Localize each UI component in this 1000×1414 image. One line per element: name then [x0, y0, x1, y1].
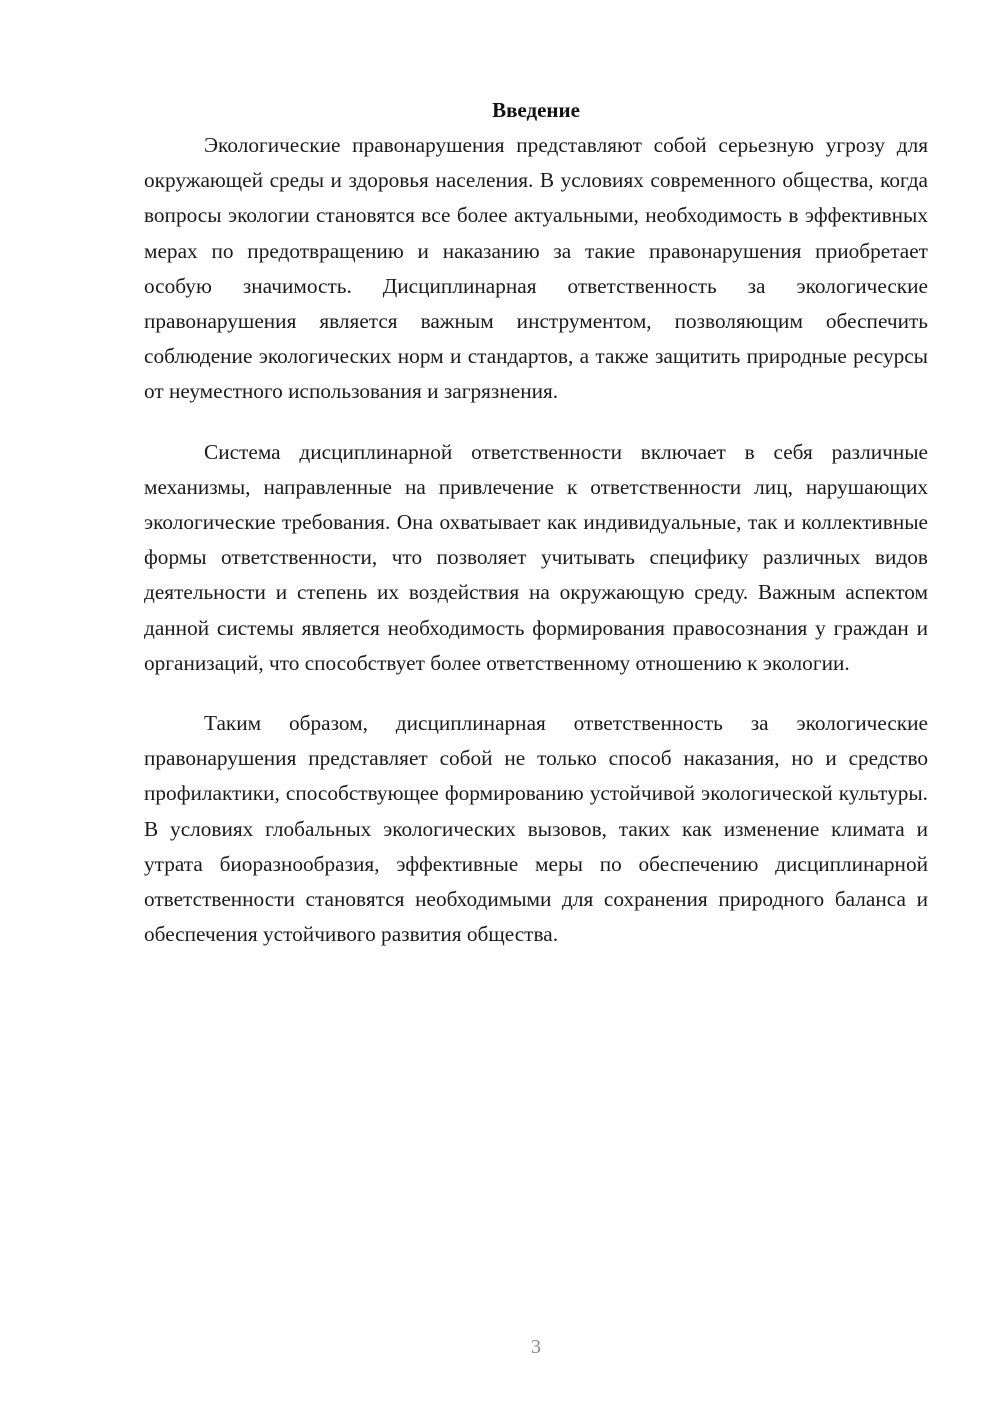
page-content: [144, 92, 928, 952]
page-number: 3: [531, 1336, 541, 1358]
paragraph: Экологические правонарушения представляют собой серьезную угрозу для окружающей среды и здоровья населения. В условиях современного общества, когда вопросы экологии становятся все более актуальными, необходимость в эффективных мерах по предотвращению и наказанию за такие правонарушения приобретает особую значимость. Дисциплинарная ответственность за экологические правонарушения является важным инструментом, позволяющим обеспечить соблюдение экологических норм и стандартов, а также защитить природные ресурсы от неуместного использования и загрязнения.: [144, 133, 928, 404]
paragraph: Таким образом, дисциплинарная ответственность за экологические правонарушения представляет собой не только способ наказания, но и средство профилактики, способствующее формированию устойчивой экологической культуры. В условиях глобальных экологических вызовов, таких как изменение климата и утрата биоразнообразия, эффективные меры по обеспечению дисциплинарной ответственности становятся необходимыми для сохранения природного баланса и обеспечения устойчивого развития общества.: [144, 711, 928, 947]
section-title: Введение: [492, 98, 580, 122]
paragraph: Система дисциплинарной ответственности включает в себя различные механизмы, направленные на привлечение к ответственности лиц, нарушающих экологические требования. Она охватывает как индивидуальные, так и коллективные формы ответственности, что позволяет учитывать специфику различных видов деятельности и степень их воздействия на окружающую среду. Важным аспектом данной системы является необходимость формирования правосознания у граждан и организаций, что способствует более ответственному отношению к экологии.: [144, 439, 928, 675]
